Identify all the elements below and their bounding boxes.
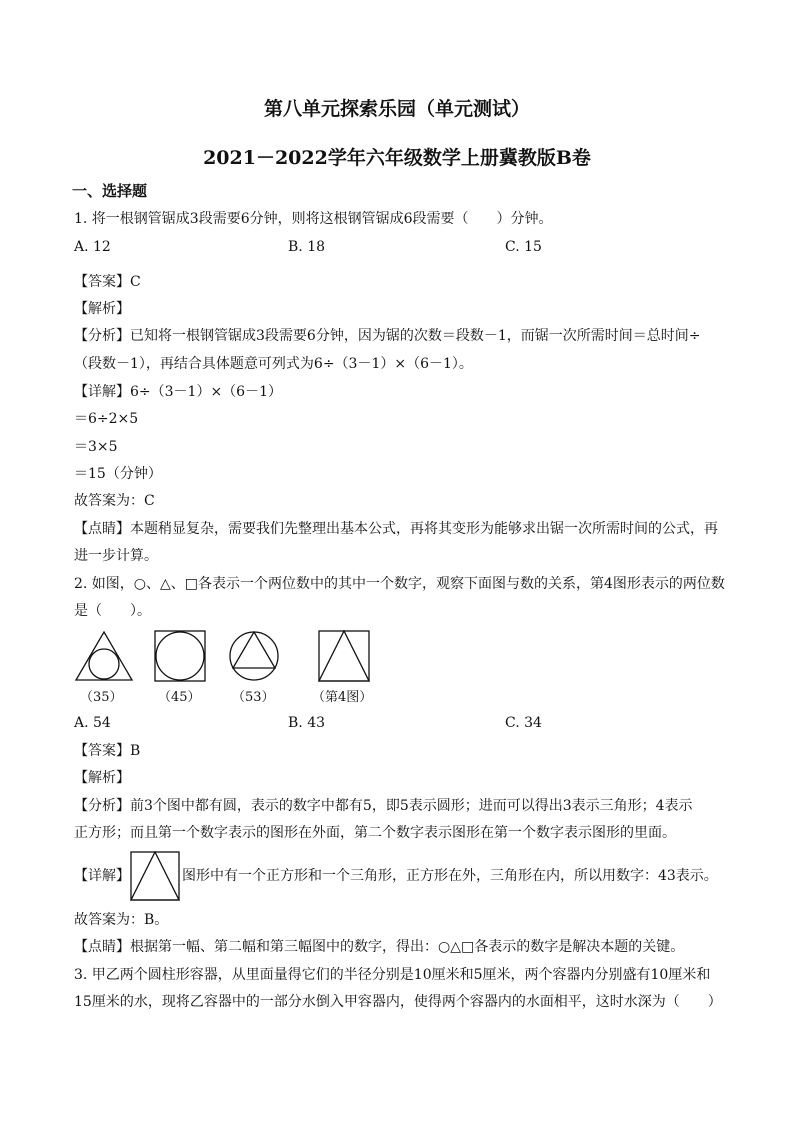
circle-shape [89,649,119,679]
square-shape [319,631,369,681]
q2-analysis-label: 【解析】 [74,770,130,786]
page-title: 第八单元探索乐园（单元测试） [263,98,530,120]
q1-fenxi-line2: （段数－1），再结合具体题意可列式为6÷（3－1）×（6－1）。 [74,356,473,372]
q2-answer: 【答案】B [74,743,141,759]
q2-stem-line1: 2. 如图，○、△、□各表示一个两位数中的其中一个数字，观察下面图与数的关系，第4图形表示的两位数 [74,576,725,592]
q1-detail-line4: ＝15（分钟） [74,466,162,482]
detail-square-triangle-figure [130,851,180,901]
q1-fenxi-line1: 【分析】已知将一根钢管锯成3段需要6分钟，因为锯的次数＝段数－1，而锯一次所需时间＝总时间÷ [74,328,701,344]
q2-fenxi-line2: 正方形；而且第一个数字表示的图形在外面，第二个数字表示图形在第一个数字表示图形的里面。 [74,825,676,841]
square-shape [155,631,205,681]
q1-option-a: A. 12 [74,239,111,255]
q1-dianjing-line2: 进一步计算。 [74,548,158,564]
square-shape [131,852,179,900]
q2-detail-label: 【详解】 [74,868,130,884]
q2-fenxi-line1: 【分析】前3个图中都有圆，表示的数字中都有5，即5表示圆形；进而可以得出3表示三角形；4表示 [74,798,693,814]
triangle-shape [319,631,369,681]
q1-analysis-label: 【解析】 [74,301,130,317]
q2-option-a: A. 54 [74,715,111,731]
q2-stem-line2: 是（ ）。 [74,603,151,619]
circle-shape [156,632,204,680]
figure-3-circle-triangle [228,630,280,682]
q3-stem-line1: 3. 甲乙两个圆柱形容器，从里面量得它们的半径分别是10厘米和5厘米，两个容器内分别盛有10厘米和 [74,967,711,983]
q2-conclusion: 故答案为：B。 [74,912,169,928]
section-heading: 一、选择题 [72,182,148,200]
q1-detail-line1: 【详解】6÷（3－1）×（6－1） [74,384,282,400]
q2-option-c: C. 34 [505,715,542,731]
figure-1-triangle-circle [74,630,134,682]
figure-4-square-triangle [318,630,370,682]
figure-2-square-circle [154,630,206,682]
q2-detail-text: 图形中有一个正方形和一个三角形，正方形在外，三角形在内，所以用数字：43表示。 [182,868,718,884]
figure-1-caption: （35） [80,690,123,705]
q1-detail-line2: ＝6÷2×5 [74,411,139,427]
q1-conclusion: 故答案为：C [74,493,155,509]
figure-3-caption: （53） [232,690,275,705]
triangle-shape [131,852,179,900]
circle-shape [230,632,278,680]
q1-stem: 1. 将一根钢管锯成3段需要6分钟，则将这根钢管锯成6段需要（ ）分钟。 [74,211,553,227]
q2-dianjing: 【点睛】根据第一幅、第二幅和第三幅图中的数字，得出：○△□各表示的数字是解决本题的关键。 [74,939,685,955]
q1-option-b: B. 18 [288,239,326,255]
q1-detail-line3: ＝3×5 [74,439,118,455]
triangle-shape [76,632,132,680]
figure-2-caption: （45） [158,690,201,705]
q1-answer: 【答案】C [74,274,141,290]
q1-dianjing-line1: 【点睛】本题稍显复杂，需要我们先整理出基本公式，再将其变形为能够求出锯一次所需时间的公式，再 [74,521,718,537]
q1-option-c: C. 15 [505,239,542,255]
page-subtitle: 2021－2022学年六年级数学上册冀教版B卷 [203,147,591,169]
figure-4-caption: （第4图） [312,690,373,705]
q3-stem-line2: 15厘米的水，现将乙容器中的一部分水倒入甲容器内，使得两个容器内的水面相平，这时水深为（ ） [74,994,722,1010]
q2-option-b: B. 43 [288,715,326,731]
